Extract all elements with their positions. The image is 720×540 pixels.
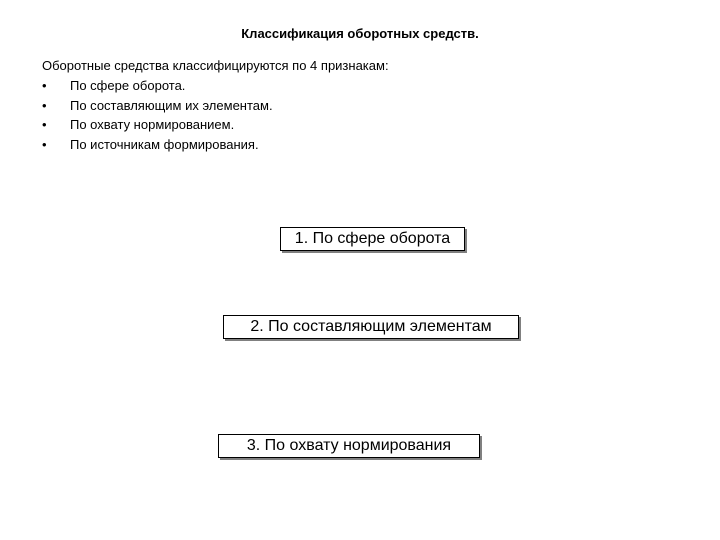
page-title: Классификация оборотных средств.: [241, 26, 479, 41]
criterion-label: По сфере оборота.: [70, 78, 186, 93]
criterion-label: По охвату нормированием.: [70, 117, 235, 132]
criterion-label: По источникам формирования.: [70, 136, 259, 152]
bullet-icon: •: [42, 117, 47, 132]
criterion-label: По составляющим их элементам.: [70, 97, 273, 113]
bullet-icon: •: [42, 136, 47, 152]
bullet-icon: •: [42, 78, 47, 93]
classification-box-elements: 2. По составляющим элементам: [223, 315, 519, 339]
classification-box-norming: 3. По охвату нормирования: [218, 434, 480, 458]
classification-box-sphere: 1. По сфере оборота: [280, 227, 465, 251]
bullet-icon: •: [42, 97, 47, 113]
intro-text: Оборотные средства классифицируются по 4 признакам:: [42, 58, 389, 73]
